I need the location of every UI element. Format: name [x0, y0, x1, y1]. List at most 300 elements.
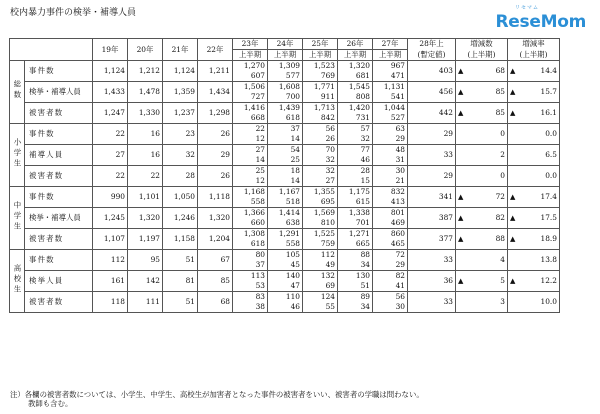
cell-full-26: 77: [338, 145, 373, 156]
decrease-triangle-icon: ▲: [510, 277, 516, 285]
cell-half-27: 471: [373, 71, 408, 82]
rate-value: 17.5: [540, 213, 557, 222]
cell-year-19: 1,433: [93, 82, 128, 103]
cell-full-25: 112: [303, 250, 338, 261]
cell-full-23: 1,308: [233, 229, 268, 240]
cell-half-25: 49: [303, 260, 338, 271]
cell-full-26: 89: [338, 292, 373, 303]
cell-half-25: 759: [303, 239, 338, 250]
rate-value: 16.1: [540, 108, 557, 117]
cell-rate: [508, 103, 560, 124]
group-label-total: [10, 61, 25, 124]
cell-year-20: 22: [128, 166, 163, 187]
diff-value: 5: [500, 276, 505, 285]
cell-rate: [508, 292, 560, 313]
rate-value: 0.0: [545, 171, 557, 180]
cell-diff: [456, 145, 508, 166]
cell-full-23: 83: [233, 292, 268, 303]
cell-full-26: 1,271: [338, 229, 373, 240]
cell-year-22: 29: [198, 145, 233, 166]
logo-ruby: リセマム: [515, 5, 539, 11]
table-row-elementary-1-top: [10, 124, 560, 135]
cell-full-27: 1,131: [373, 82, 408, 93]
resemom-logo: [468, 4, 586, 34]
row-label-kenkyo: 検挙・補導人員: [25, 82, 93, 103]
cell-year-20: 111: [128, 292, 163, 313]
cell-half-25: 842: [303, 113, 338, 124]
cell-half-27: 30: [373, 302, 408, 313]
cell-full-24: 110: [268, 292, 303, 303]
cell-diff: [456, 208, 508, 229]
cell-diff: [456, 292, 508, 313]
cell-year-19: 22: [93, 166, 128, 187]
cell-half-26: 731: [338, 113, 373, 124]
row-label-kenkyonin: 検挙人員: [25, 271, 93, 292]
cell-half-27: 527: [373, 113, 408, 124]
header-y26-bot: 上半期: [338, 50, 373, 61]
cell-year-20: 1,212: [128, 61, 163, 82]
cell-full-25: 70: [303, 145, 338, 156]
cell-full-27: 72: [373, 250, 408, 261]
cell-full-24: 1,414: [268, 208, 303, 219]
decrease-triangle-icon: ▲: [458, 235, 464, 243]
cell-year-21: 81: [163, 271, 198, 292]
cell-year-20: 1,320: [128, 208, 163, 229]
row-label-higai: 被害者数: [25, 103, 93, 124]
group-label-text: 小学生: [13, 137, 22, 170]
table-row-junior-high-3-top: [10, 229, 560, 240]
footnote: [10, 390, 424, 408]
rate-value: 17.4: [540, 192, 557, 201]
table-row-total-3-top: [10, 103, 560, 114]
cell-full-27: 56: [373, 292, 408, 303]
cell-year-21: 1,237: [163, 103, 198, 124]
rate-value: 12.2: [540, 276, 557, 285]
cell-full-27: 967: [373, 61, 408, 72]
cell-full-26: 57: [338, 124, 373, 135]
cell-full-26: 1,338: [338, 208, 373, 219]
cell-year-21: 51: [163, 250, 198, 271]
cell-year-19: 990: [93, 187, 128, 208]
decrease-triangle-icon: ▲: [510, 214, 516, 222]
cell-half-25: 810: [303, 218, 338, 229]
cell-y28: 442: [408, 103, 456, 124]
cell-full-23: 1,168: [233, 187, 268, 198]
cell-full-25: 1,713: [303, 103, 338, 114]
cell-half-24: 618: [268, 113, 303, 124]
cell-half-27: 29: [373, 260, 408, 271]
table-row-high-school-3-top: [10, 292, 560, 303]
cell-year-20: 1,478: [128, 82, 163, 103]
cell-half-26: 51: [338, 281, 373, 292]
cell-half-26: 615: [338, 197, 373, 208]
cell-diff: [456, 103, 508, 124]
cell-year-20: 142: [128, 271, 163, 292]
cell-half-23: 618: [233, 239, 268, 250]
header-y22: 22年: [198, 39, 233, 61]
cell-half-23: 558: [233, 197, 268, 208]
cell-year-22: 1,211: [198, 61, 233, 82]
cell-year-19: 22: [93, 124, 128, 145]
header-y26-top: 26年: [338, 39, 373, 50]
cell-full-24: 18: [268, 166, 303, 177]
cell-y28: 33: [408, 145, 456, 166]
header-y23-top: 23年: [233, 39, 268, 50]
cell-full-23: 1,506: [233, 82, 268, 93]
cell-y28: 33: [408, 292, 456, 313]
cell-rate: [508, 124, 560, 145]
cell-rate: [508, 250, 560, 271]
diff-value: 85: [495, 108, 505, 117]
cell-full-24: 1,439: [268, 103, 303, 114]
diff-value: 85: [495, 87, 505, 96]
cell-half-24: 14: [268, 176, 303, 187]
cell-full-27: 832: [373, 187, 408, 198]
cell-year-22: 68: [198, 292, 233, 313]
decrease-triangle-icon: ▲: [458, 109, 464, 117]
cell-full-27: 801: [373, 208, 408, 219]
decrease-triangle-icon: ▲: [458, 277, 464, 285]
cell-full-23: 1,416: [233, 103, 268, 114]
cell-half-26: 34: [338, 302, 373, 313]
rate-value: 10.0: [540, 297, 557, 306]
cell-full-24: 1,309: [268, 61, 303, 72]
cell-y28: 29: [408, 124, 456, 145]
cell-full-25: 1,525: [303, 229, 338, 240]
cell-half-23: 53: [233, 281, 268, 292]
cell-full-26: 1,545: [338, 82, 373, 93]
cell-full-23: 25: [233, 166, 268, 177]
cell-y28: 29: [408, 166, 456, 187]
table-row-high-school-2-top: [10, 271, 560, 282]
cell-full-25: 1,569: [303, 208, 338, 219]
cell-half-24: 47: [268, 281, 303, 292]
cell-y28: 341: [408, 187, 456, 208]
cell-full-25: 132: [303, 271, 338, 282]
header-blank: [10, 39, 93, 61]
cell-rate: [508, 166, 560, 187]
cell-full-23: 113: [233, 271, 268, 282]
table-row-junior-high-2-top: [10, 208, 560, 219]
cell-full-27: 1,044: [373, 103, 408, 114]
cell-half-24: 45: [268, 260, 303, 271]
row-label-higai: 被害者数: [25, 229, 93, 250]
page-title: 校内暴力事件の検挙・補導人員: [10, 8, 137, 18]
cell-full-24: 140: [268, 271, 303, 282]
group-label-text: 高校生: [13, 263, 22, 296]
table-row-total-2-top: [10, 82, 560, 93]
cell-full-26: 28: [338, 166, 373, 177]
cell-full-24: 54: [268, 145, 303, 156]
cell-y28: 387: [408, 208, 456, 229]
table-row-total-1-top: [10, 61, 560, 72]
cell-half-26: 681: [338, 71, 373, 82]
decrease-triangle-icon: ▲: [510, 88, 516, 96]
cell-full-27: 82: [373, 271, 408, 282]
cell-half-25: 26: [303, 134, 338, 145]
cell-year-19: 27: [93, 145, 128, 166]
header-y27-top: 27年: [373, 39, 408, 50]
cell-full-24: 1,608: [268, 82, 303, 93]
rate-value: 13.8: [540, 255, 557, 264]
cell-half-24: 638: [268, 218, 303, 229]
row-label-higai: 被害者数: [25, 166, 93, 187]
cell-half-23: 607: [233, 71, 268, 82]
rate-value: 15.7: [540, 87, 557, 96]
cell-y28: 36: [408, 271, 456, 292]
cell-full-26: 88: [338, 250, 373, 261]
cell-full-24: 37: [268, 124, 303, 135]
cell-year-21: 1,050: [163, 187, 198, 208]
diff-value: 0: [500, 129, 505, 138]
cell-diff: [456, 166, 508, 187]
cell-year-20: 1,330: [128, 103, 163, 124]
cell-diff: [456, 61, 508, 82]
cell-half-25: 911: [303, 92, 338, 103]
cell-full-25: 124: [303, 292, 338, 303]
cell-year-19: 1,245: [93, 208, 128, 229]
rate-value: 0.0: [545, 129, 557, 138]
cell-year-19: 112: [93, 250, 128, 271]
cell-half-26: 46: [338, 155, 373, 166]
header-y28-top: 28年上: [408, 39, 456, 50]
table-row-elementary-3-top: [10, 166, 560, 177]
cell-half-23: 727: [233, 92, 268, 103]
cell-diff: [456, 271, 508, 292]
cell-diff: [456, 229, 508, 250]
header-y23-bot: 上半期: [233, 50, 268, 61]
cell-half-23: 14: [233, 155, 268, 166]
decrease-triangle-icon: ▲: [458, 67, 464, 75]
cell-full-25: 1,355: [303, 187, 338, 198]
decrease-triangle-icon: ▲: [510, 109, 516, 117]
cell-year-19: 161: [93, 271, 128, 292]
row-label-hodo: 補導人員: [25, 145, 93, 166]
cell-half-25: 32: [303, 155, 338, 166]
header-diff-top: 増減数: [456, 39, 508, 50]
cell-full-24: 105: [268, 250, 303, 261]
cell-half-27: 541: [373, 92, 408, 103]
cell-year-19: 1,107: [93, 229, 128, 250]
cell-year-21: 1,124: [163, 61, 198, 82]
decrease-triangle-icon: ▲: [458, 193, 464, 201]
group-label-junior-high: [10, 187, 25, 250]
cell-half-23: 668: [233, 113, 268, 124]
cell-year-19: 1,247: [93, 103, 128, 124]
diff-value: 3: [500, 297, 505, 306]
cell-rate: [508, 208, 560, 229]
cell-year-19: 1,124: [93, 61, 128, 82]
cell-year-22: 26: [198, 124, 233, 145]
cell-full-23: 1,366: [233, 208, 268, 219]
cell-y28: 403: [408, 61, 456, 82]
diff-value: 82: [495, 213, 505, 222]
decrease-triangle-icon: ▲: [510, 67, 516, 75]
cell-year-21: 28: [163, 166, 198, 187]
cell-half-25: 55: [303, 302, 338, 313]
cell-year-22: 1,118: [198, 187, 233, 208]
rate-value: 6.5: [545, 150, 557, 159]
cell-half-25: 27: [303, 176, 338, 187]
decrease-triangle-icon: ▲: [458, 88, 464, 96]
table-row-junior-high-1-top: [10, 187, 560, 198]
cell-year-21: 51: [163, 292, 198, 313]
cell-half-24: 577: [268, 71, 303, 82]
cell-year-20: 16: [128, 124, 163, 145]
cell-year-20: 1,197: [128, 229, 163, 250]
row-label-jiken: 事件数: [25, 124, 93, 145]
header-rate-top: 増減率: [508, 39, 560, 50]
cell-half-23: 38: [233, 302, 268, 313]
diff-value: 0: [500, 171, 505, 180]
header-y24-bot: 上半期: [268, 50, 303, 61]
table-row-elementary-2-top: [10, 145, 560, 156]
cell-year-22: 67: [198, 250, 233, 271]
cell-year-19: 118: [93, 292, 128, 313]
cell-half-24: 14: [268, 134, 303, 145]
group-label-text: 中学生: [13, 200, 22, 233]
cell-rate: [508, 187, 560, 208]
cell-half-25: 69: [303, 281, 338, 292]
cell-year-21: 1,359: [163, 82, 198, 103]
diff-value: 88: [495, 234, 505, 243]
cell-year-22: 1,320: [198, 208, 233, 229]
decrease-triangle-icon: ▲: [510, 235, 516, 243]
cell-year-22: 26: [198, 166, 233, 187]
cell-rate: [508, 145, 560, 166]
cell-year-20: 95: [128, 250, 163, 271]
cell-half-23: 37: [233, 260, 268, 271]
cell-half-23: 12: [233, 134, 268, 145]
cell-half-25: 695: [303, 197, 338, 208]
cell-full-25: 32: [303, 166, 338, 177]
diff-value: 68: [495, 66, 505, 75]
cell-year-21: 32: [163, 145, 198, 166]
cell-full-26: 1,420: [338, 103, 373, 114]
cell-full-25: 1,523: [303, 61, 338, 72]
cell-full-27: 48: [373, 145, 408, 156]
cell-full-27: 30: [373, 166, 408, 177]
cell-full-23: 27: [233, 145, 268, 156]
cell-half-24: 46: [268, 302, 303, 313]
table-row-high-school-1-top: [10, 250, 560, 261]
cell-diff: [456, 250, 508, 271]
logo-word: ReseMom: [495, 12, 586, 32]
footnote-line-2: 教師も含む。: [28, 399, 73, 408]
cell-year-21: 23: [163, 124, 198, 145]
cell-year-22: 1,434: [198, 82, 233, 103]
cell-half-27: 413: [373, 197, 408, 208]
cell-full-23: 1,270: [233, 61, 268, 72]
cell-full-24: 1,291: [268, 229, 303, 240]
cell-full-23: 22: [233, 124, 268, 135]
cell-half-26: 701: [338, 218, 373, 229]
cell-half-25: 769: [303, 71, 338, 82]
cell-year-21: 1,158: [163, 229, 198, 250]
cell-full-25: 56: [303, 124, 338, 135]
cell-half-27: 41: [373, 281, 408, 292]
cell-half-27: 29: [373, 134, 408, 145]
cell-y28: 33: [408, 250, 456, 271]
group-label-elementary: [10, 124, 25, 187]
cell-full-27: 860: [373, 229, 408, 240]
cell-half-26: 32: [338, 134, 373, 145]
cell-rate: [508, 82, 560, 103]
cell-y28: 377: [408, 229, 456, 250]
cell-year-22: 85: [198, 271, 233, 292]
decrease-triangle-icon: ▲: [510, 193, 516, 201]
footnote-line-1: 注）各欄の被害者数については、小学生、中学生、高校生が加害者となった事件の被害者をいい、被害者の学職は問わない。: [10, 390, 424, 399]
header-y27-bot: 上半期: [373, 50, 408, 61]
cell-full-26: 1,320: [338, 61, 373, 72]
cell-year-20: 1,101: [128, 187, 163, 208]
cell-full-23: 80: [233, 250, 268, 261]
cell-half-26: 34: [338, 260, 373, 271]
cell-half-27: 469: [373, 218, 408, 229]
group-label-high-school: [10, 250, 25, 313]
header-y25-top: 25年: [303, 39, 338, 50]
cell-year-22: 1,204: [198, 229, 233, 250]
group-label-text: 総数: [13, 80, 22, 101]
cell-half-26: 15: [338, 176, 373, 187]
cell-half-26: 665: [338, 239, 373, 250]
cell-year-22: 1,298: [198, 103, 233, 124]
header-y24-top: 24年: [268, 39, 303, 50]
header-y19: 19年: [93, 39, 128, 61]
cell-full-27: 63: [373, 124, 408, 135]
cell-half-27: 21: [373, 176, 408, 187]
cell-half-27: 31: [373, 155, 408, 166]
cell-half-24: 518: [268, 197, 303, 208]
cell-diff: [456, 187, 508, 208]
cell-rate: [508, 61, 560, 82]
cell-diff: [456, 82, 508, 103]
decrease-triangle-icon: ▲: [458, 214, 464, 222]
header-y21: 21年: [163, 39, 198, 61]
cell-half-23: 12: [233, 176, 268, 187]
cell-half-24: 558: [268, 239, 303, 250]
cell-half-23: 660: [233, 218, 268, 229]
row-label-jiken: 事件数: [25, 250, 93, 271]
header-row-top: [10, 39, 560, 50]
rate-value: 18.9: [540, 234, 557, 243]
header-y28-bot: (暫定値): [408, 50, 456, 61]
cell-rate: [508, 271, 560, 292]
diff-value: 2: [500, 150, 505, 159]
cell-year-20: 16: [128, 145, 163, 166]
cell-half-27: 465: [373, 239, 408, 250]
header-diff-bot: (上半期): [456, 50, 508, 61]
violence-table: [9, 38, 560, 313]
row-label-jiken: 事件数: [25, 61, 93, 82]
row-label-jiken: 事件数: [25, 187, 93, 208]
cell-full-26: 130: [338, 271, 373, 282]
cell-full-25: 1,771: [303, 82, 338, 93]
row-label-kenkyo: 検挙・補導人員: [25, 208, 93, 229]
cell-y28: 456: [408, 82, 456, 103]
cell-year-21: 1,246: [163, 208, 198, 229]
cell-half-26: 808: [338, 92, 373, 103]
cell-diff: [456, 124, 508, 145]
cell-full-24: 1,167: [268, 187, 303, 198]
cell-full-26: 1,175: [338, 187, 373, 198]
diff-value: 4: [500, 255, 505, 264]
cell-rate: [508, 229, 560, 250]
cell-half-24: 700: [268, 92, 303, 103]
row-label-higai: 被害者数: [25, 292, 93, 313]
cell-half-24: 25: [268, 155, 303, 166]
rate-value: 14.4: [540, 66, 557, 75]
